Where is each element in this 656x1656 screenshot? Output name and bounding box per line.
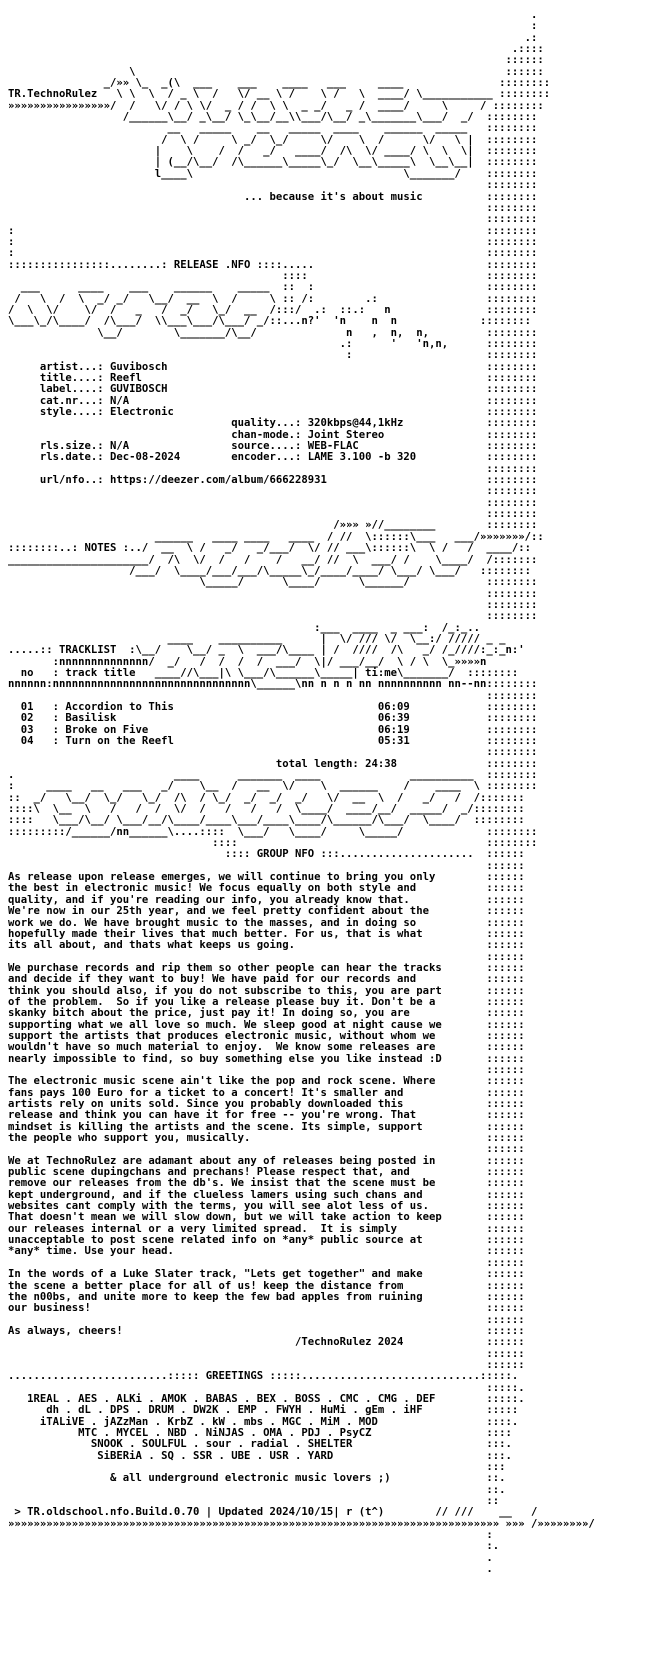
nfo-document: . : .: .:::: :::::: \ :::::: _/»» \_ _(\ ___ ___ ____ ___ ____ :::::::: TR.TechnoRulez \ \ \ / _ \ / \/ __ \ / \ / \ ____/ \___________ :::::::: »»»»»»»»»»»»»»»»/ / \/ / \ \/ _ / / \ \ _ _/ _ / ____/ \ / :::::::: /______\__/ _\__/ \_\__/__\\___/\__/ _\_______\___/ _/ :::::::: __ _____ __ _____ ____ ______ _____ :::::::: / \ / \ _/ \_/ \/ \ / \/ \ | :::::::: | \ / / _/ ____/ /\ \/ ____/ \ \ \| :::::::: | (__/\__/ /\______\_____\_/ \__\_____\ \__\__| :::::::: l____\ \_______/ :::::::: :::::::: ... because it's about music :::::::: :::::::: :::::::: : :::::::: : :::::::: : :::::::: ::::::::::::::::........: RELEASE .NFO ::::..... :::::::: :::: :::::::: ___ ____ ___ ______ _____ :: : :::::::: / \ / \ _/ _/ \__/ __ \ / \ :: /: .: :::::::: / \ \/ \/ / _ / _/ \_/ __ /:::/ .: ::.: n :::::::: \___\_/\____/ /\___/ \\___\___/\___/ _/::...n?' 'n n n :::::::: \__/ \_______/\__/ n , n, n, :::::::: .: ' 'n,n, :::::::: : :::::::: artist...: Guvibosch :::::::: title....: Reefl :::::::: label....: GUVIBOSCH :::::::: cat.nr...: N/A :::::::: style....: Electronic :::::::: quality...: 320kbps@44,1kHz :::::::: chan-mode.: Joint Stereo :::::::: rls.size.: N/A source....: WEB-FLAC :::::::: rls.date.: Dec-08-2024 encoder...: LAME 3.100 -b 320 :::::::: :::::::: url/nfo..: https://deezer.com/album/666228931 :::::::: :::::::: :::::::: :::::::: /»»» »//________ :::::::: ______ ____ ____ ____ / // \::::::\___ ___/»»»»»»»/:: ::::::::..: NOTES :../ __ \ / _/ _/___/ \/ // ___\::::::\ \ / / ____/:: ______________________/ /\ \/ / / / __/ // \ ___/ / \____/ /::::::: /___/ \____/___/___/\_____\_/____/____/ \___/ \___/ :::::::: \_____/ \____/ \______/ :::::::: :::::::: :::::::: :::::::: :___ ____ _ ___: /_:_.. ____ __________ | \/ /// \/ \__:/ ///// _ _ .....:: TRACKLIST :\__/ \__/ _ \ ___/\____ | / //// /\ _/ /_////:_:_n:' :nnnnnnnnnnnnnn/ _/ / / / / ___/ \|/ ___/__/ \ / \ \_»»»»n no : track title ____//\___|\ \___/\______\_____| ti:me\_______/ :::::::: nnnnnn:nnnnnnnnnnnnnnnnnnnnnnnnnnnnnnn\______\nn n n n nn nnnnnnnnnn nn--nn:::::::: :::::::: 01 : Accordion to This 06:09 :::::::: 02 : Basilisk 06:39 :::::::: 03 : Broke on Five 06:19 :::::::: 04 : Turn on the Reefl 05:31 :::::::: :::::::: total length: 24:38 :::::::: . ____ _______ ____ __________ :::::::: : ____ __ ___ _/ \__ / __ \/ \ ______ / ____ \ :::::::: :: _/ \__/ \_/ \_/ /\ / \_/ _/ _/ _/ \/ __ \ / _/ / /::::::: ::::\ \__ \ / / / \/ / / / / \____/ ____/__/ _____/ _/:::::::: :::: \___/\__/ \___/__/\____/____\___/____\____/\______/\___/ \____/ :::::::: :::::::::/______/nn______\....:::: \___/ \____/ \_____/ :::::::: :::: :::::::: :::: GROUP NFO :::..................... :::::: :::::: As release upon release emerges, we will continue to bring you only :::::: the best in electronic music! We focus equally on both style and :::::: quality, and if you're reading our info, you already know that. :::::: We're now in our 25th year, and we feel pretty confident about the :::::: work we do. We have brought music to the masses, and in doing so :::::: hopefully made their lives that much better. For us, that is what :::::: its all about, and thats what keeps us going. :::::: :::::: We purchase records and rip them so other people can hear the tracks :::::: and decide if they want to buy! We have paid for our records and :::::: think you should also, if you do not subscribe to this, you are part :::::: of the problem. So if you like a release please buy it. Don't be a :::::: skanky bitch about the price, just pay it! In doing so, you are :::::: supporting what we all love so much. We sleep good at night cause we :::::: support the artists that produces electronic music, without whom we :::::: wouldn't have so much material to enjoy. We know some releases are :::::: nearly impossible to find, so buy something else you like instead :D :::::: :::::: The electronic music scene ain't like the pop and rock scene. Where :::::: fans pays 100 Euro for a ticket to a concert! It's smaller and :::::: artists rely on units sold. Since you probably downloaded this :::::: release and think you can have it for free -- you're wrong. That :::::: mindset is killing the artists and the scene. Its simple, support :::::: the people who support you, musically. :::::: :::::: We at TechnoRulez are adamant about any of releases being posted in :::::: public scene dupingchans and prechans! Please respect that, and :::::: remove our releases from the db's. We insist that the scene must be :::::: kept underground, and if the clueless lamers using such chans and :::::: websites cant comply with the terms, you will see alot less of us. :::::: That doesn't mean we will slow down, but we will take action to keep :::::: our releases internal or a very limited spread. It is simply :::::: unacceptable to post scene related info on *any* public source at :::::: *any* time. Use your head. :::::: :::::: In the words of a Luke Slater track, "Lets get together" and make :::::: the scene a better place for all of us! keep the distance from :::::: the n00bs, and unite more to keep the few bad apples from ruining :::::: our business! :::::: :::::: As always, cheers! :::::: /TechnoRulez 2024 :::::: :::::: :::::: .........................::::: GREETINGS :::::............................:::::. :::::. 1REAL . AES . ALKi . AMOK . BABAS . BEX . BOSS . CMC . CMG . DEF :::::. dh . dL . DPS . DRUM . DW2K . EMP . FWYH . HuMi . gEm . iHF ::::: iTALiVE . jAZzMan . KrbZ . kW . mbs . MGC . MiM . MOD ::::. MTC . MYCEL . NBD . NiNJAS . OMA . PDJ . PsyCZ :::: SNOOK . SOULFUL . sour . radial . SHELTER :::. SiBERiA . SQ . SSR . UBE . USR . YARD :::. ::: & all underground electronic music lovers ;) ::. ::. :: > TR.oldschool.nfo.Build.0.70 | Updated 2024/10/15| r (t^) // /// __ / »»»»»»»»»»»»»»»»»»»»»»»»»»»»»»»»»»»»»»»»»»»»»»»»»»»»»»»»»»»»»»»»»»»»»»»»»»»»» »»» /»»»»»»»»/ : :. . . — [8, 9, 595, 1576]
